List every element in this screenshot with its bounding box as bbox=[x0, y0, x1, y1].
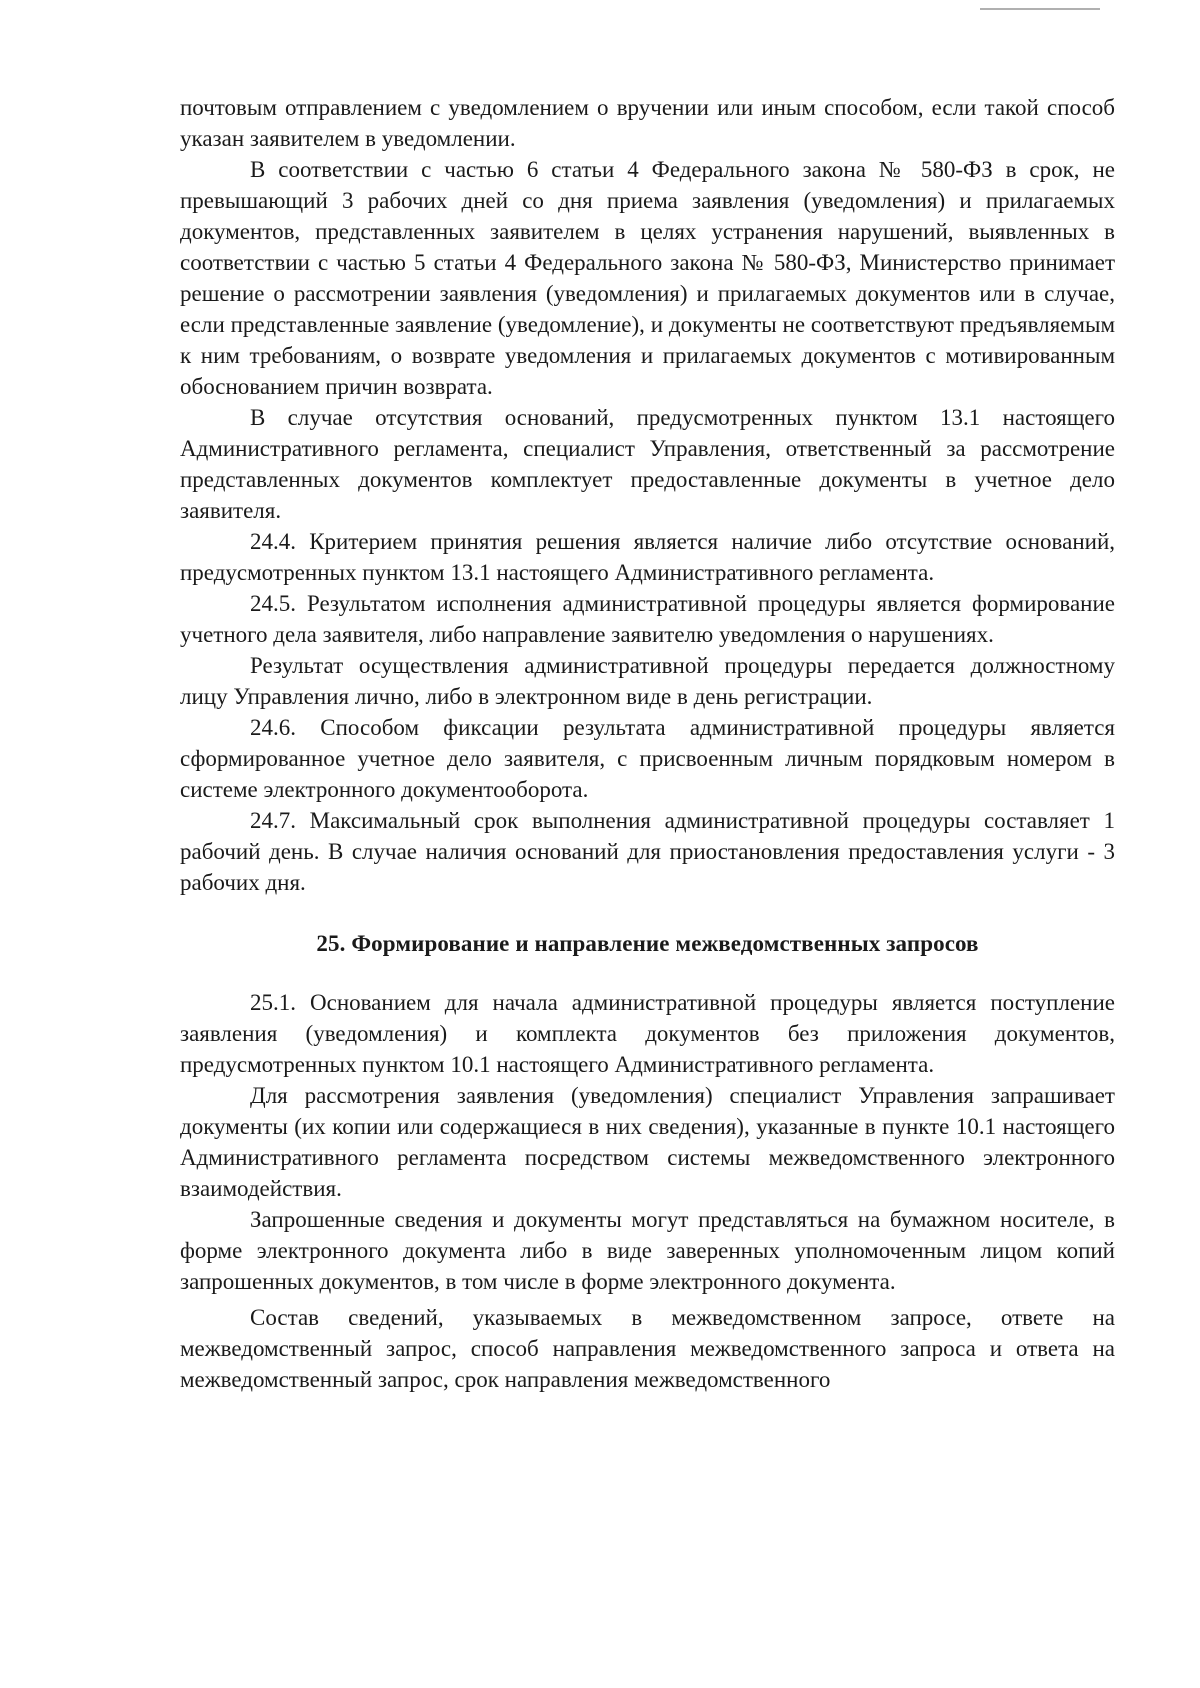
scan-artifact-line bbox=[980, 8, 1100, 10]
document-page bbox=[180, 92, 1115, 1395]
paragraph-requested-info-forms: Запрошенные сведения и документы могут представляться на бумажном носителе, в форме электронного документа либо в виде заверенных уполномоченным лицом копий запрошенных документов, в том числе в форме электронного документа. bbox=[180, 1207, 1115, 1294]
paragraph-24-5: 24.5. Результатом исполнения административной процедуры является формирование учетного дела заявителя, либо направление заявителю уведомления о нарушениях. bbox=[180, 591, 1115, 647]
paragraph-580fz-deadline: В соответствии с частью 6 статьи 4 Федерального закона № 580-ФЗ в срок, не превышающий 3 рабочих дней со дня приема заявления (уведомления) и прилагаемых документов, представленных заявителем в целях устранения нарушений, выявленных в соответствии с частью 5 статьи 4 Федерального закона № 580-ФЗ, Министерство принимает решение о рассмотрении заявления (уведомления) и прилагаемых документов или в случае, если представленные заявление (уведомление), и документы не соответствуют предъявляемым к ним требованиям, о возврате уведомления и прилагаемых документов с мотивированным обоснованием причин возврата. bbox=[180, 157, 1115, 399]
paragraph-request-composition: Состав сведений, указываемых в межведомственном запросе, ответе на межведомственный запрос, способ направления межведомственного запроса и ответа на межведомственный запрос, срок направления межведомственного bbox=[180, 1305, 1115, 1392]
paragraph-25-1: 25.1. Основанием для начала административной процедуры является поступление заявления (уведомления) и комплекта документов без приложения документов, предусмотренных пунктом 10.1 настоящего Административного регламента. bbox=[180, 990, 1115, 1077]
paragraph-result-transfer: Результат осуществления административной процедуры передается должностному лицу Управления лично, либо в электронном виде в день регистрации. bbox=[180, 653, 1115, 709]
paragraph-24-4: 24.4. Критерием принятия решения является наличие либо отсутствие оснований, предусмотренных пунктом 13.1 настоящего Административного регламента. bbox=[180, 529, 1115, 585]
paragraph-request-documents: Для рассмотрения заявления (уведомления) специалист Управления запрашивает документы (их копии или содержащиеся в них сведения), указанные в пункте 10.1 настоящего Административного регламента посредством системы межведомственного электронного взаимодействия. bbox=[180, 1083, 1115, 1201]
paragraph-no-grounds: В случае отсутствия оснований, предусмотренных пунктом 13.1 настоящего Административного регламента, специалист Управления, ответственный за рассмотрение представленных документов комплектует предоставленные документы в учетное дело заявителя. bbox=[180, 405, 1115, 523]
paragraph-24-7: 24.7. Максимальный срок выполнения административной процедуры составляет 1 рабочий день. В случае наличия оснований для приостановления предоставления услуги - 3 рабочих дня. bbox=[180, 808, 1115, 895]
section-heading-25: 25. Формирование и направление межведомственных запросов bbox=[316, 931, 979, 956]
paragraph-24-6: 24.6. Способом фиксации результата административной процедуры является сформированное учетное дело заявителя, с присвоенным личным порядковым номером в системе электронного документооборота. bbox=[180, 715, 1115, 802]
paragraph-continuation: почтовым отправлением с уведомлением о вручении или иным способом, если такой способ указан заявителем в уведомлении. bbox=[180, 95, 1115, 151]
